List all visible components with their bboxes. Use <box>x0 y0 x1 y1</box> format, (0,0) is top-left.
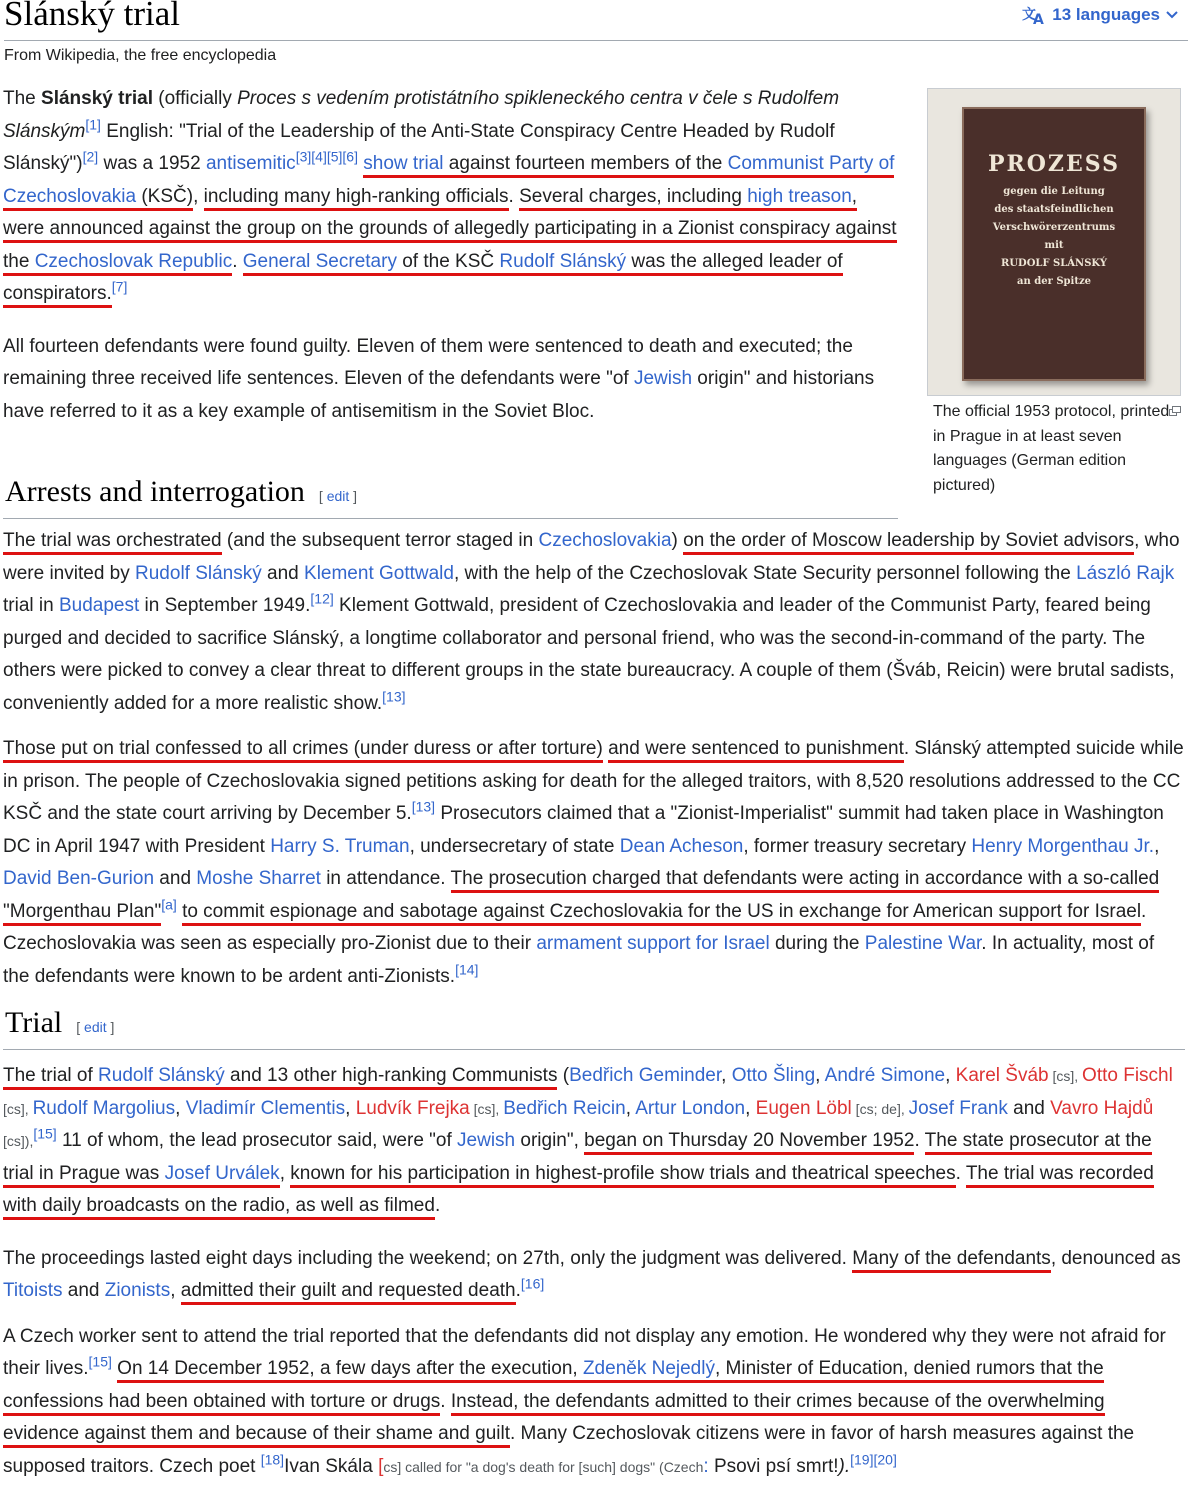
link[interactable]: Moshe Sharret <box>196 868 321 889</box>
enlarge-icon[interactable] <box>1169 400 1181 425</box>
tagline: From Wikipedia, the free encyclopedia <box>4 47 277 64</box>
svg-text:A: A <box>1033 12 1045 25</box>
book-cover <box>962 107 1146 381</box>
edit-link[interactable]: [ edit ] <box>318 488 358 504</box>
page-title: Slánský trial <box>4 0 180 33</box>
svg-text:文: 文 <box>1022 7 1037 23</box>
link[interactable]: Rudolf Slánský <box>98 1065 225 1086</box>
link[interactable]: David Ben-Gurion <box>3 868 155 889</box>
link[interactable]: Artur London <box>635 1097 746 1119</box>
link[interactable]: Palestine War <box>864 933 982 954</box>
redlink[interactable]: Ludvík Frejka <box>355 1097 470 1119</box>
ref[interactable]: [2] <box>82 148 99 165</box>
link[interactable]: Rudolf Slánský <box>499 250 627 272</box>
ref[interactable]: [a] <box>161 896 177 913</box>
interlanguage-link[interactable]: cs <box>859 1100 874 1117</box>
interlanguage-link[interactable]: cs <box>6 1100 21 1117</box>
ref[interactable]: [15] <box>88 1353 112 1370</box>
lead-paragraph-1: The Slánský trial (officially Proces s vedením protistátního spikleneckého centra v čele s Rudolfem Slánským[1] English: "Trial of the Leadership of the Anti-State Conspiracy Centre Headed by Rudolf Slánský")[2] was a 1952 antisemitic[3][4][5][6] show trial against fourteen members of the Communist Party of Czechoslovakia (KSČ), including many high-ranking officials. Several charges, including high treason, were announced against the group on the grounds of allegedly participating in a Zionist conspiracy against the Czechoslovak Republic. General Secretary of the KSČ Rudolf Slánský was the alleged leader of conspirators.[7] <box>3 83 900 311</box>
link[interactable]: Klement Gottwald <box>304 562 454 584</box>
ref[interactable]: [18] <box>260 1451 285 1468</box>
redlink[interactable]: Vavro Hajdů <box>1050 1097 1154 1119</box>
section-heading-trial: Trial [ edit ] <box>3 1003 1185 1050</box>
link[interactable]: Budapest <box>58 595 140 616</box>
ref[interactable]: [13] <box>411 798 436 815</box>
translate-icon <box>1022 5 1046 25</box>
link[interactable]: Otto Šling <box>731 1065 816 1086</box>
figure-caption: The official 1953 protocol, printed in Prague in at least seven languages (German edition pictured) <box>927 396 1185 498</box>
title-divider <box>4 40 1188 41</box>
book-title: PROZESS <box>987 151 1121 177</box>
trial-paragraph-1: The trial of Rudolf Slánský and 13 other high-ranking Communists (Bedřich Geminder, Otto Šling, André Simone, Karel Šváb [cs], Otto Fischl [cs], Rudolf Margolius, Vladimír Clementis, Ludvík Frejka [cs], Bedřich Reicin, Artur London, Eugen Löbl [cs; de], Josef Frank and Vavro Hajdů [cs]),[15] 11 of whom, the lead prosecutor said, were "of Jewish origin", began on Thursday 20 November 1952. The state prosecutor at the trial in Prague was Josef Urválek, known for his participation in highest-profile show trials and theatrical speeches. The trial was recorded with daily broadcasts on the radio, as well as filmed. <box>3 1060 1185 1223</box>
link[interactable]: Rudolf Margolius <box>32 1097 176 1119</box>
ref[interactable]: [7] <box>111 278 128 295</box>
redlink[interactable]: [ <box>372 1455 384 1477</box>
ref[interactable]: [13] <box>382 688 406 705</box>
link[interactable]: Harry S. Truman <box>270 835 410 857</box>
edit-link[interactable]: [ edit ] <box>76 1019 115 1035</box>
book-subtitle: gegen die Leitung des staatsfeindlichen Verschwörerzentrums mit RUDOLF SLÁNSKÝ an der Spitze <box>992 186 1116 287</box>
link[interactable]: armament support for Israel <box>536 933 770 954</box>
link[interactable]: Bedřich Reicin <box>503 1097 626 1119</box>
redlink[interactable]: Eugen Löbl <box>755 1097 852 1119</box>
ref[interactable]: [1] <box>85 116 101 133</box>
infobox-figure <box>927 88 1185 498</box>
trial-paragraph-3: A Czech worker sent to attend the trial reported that the defendants did not display any emotion. He wondered why they were not afraid for their lives.[15] On 14 December 1952, a few days after the execution, Zdeněk Nejedlý, Minister of Education, denied rumors that the confessions had been obtained with torture or drugs. Instead, the defendants admitted to their crimes because of the overwhelming evidence against them and because of their shame and guilt. Many Czechoslovak citizens were in favor of harsh measures against the supposed traitors. Czech poet [18]Ivan Skála [cs] called for "a dog's death for [such] dogs" (Czech: Psovi psí smrt!).[19][20] <box>3 1325 1166 1477</box>
link[interactable]: Communist Party of Czechoslovakia <box>3 153 895 207</box>
link[interactable]: Vladimír Clementis <box>185 1097 346 1119</box>
arrests-paragraph-2: Those put on trial confessed to all crimes (under duress or after torture) and were sentenced to punishment. Slánský attempted suicide while in prison. The people of Czechoslovakia signed petitions asking for death for the alleged traitors, with 8,520 resolutions addressed to the CC KSČ and the state court arriving by December 5.[13] Prosecutors claimed that a "Zionist-Imperialist" summit had taken place in Washington DC in April 1947 with President Harry S. Truman, undersecretary of state Dean Acheson, former treasury secretary Henry Morgenthau Jr., David Ben-Gurion and Moshe Sharret in attendance. The prosecution charged that defendants were acting in accordance with a so-called "Morgenthau Plan"[a] to commit espionage and sabotage against Czechoslovakia for the US in exchange for American support for Israel. Czechoslovakia was seen as especially pro-Zionist due to their armament support for Israel during the Palestine War. In actuality, most of the defendants were known to be ardent anti-Zionists.[14] <box>3 738 1184 987</box>
redlink[interactable]: Karel Šváb <box>955 1065 1049 1086</box>
link[interactable]: antisemitic <box>205 153 296 174</box>
language-count: 13 languages <box>1052 5 1160 24</box>
link[interactable]: high treason <box>747 185 852 207</box>
link[interactable]: Dean Acheson <box>619 835 744 857</box>
link[interactable]: General Secretary <box>242 250 397 272</box>
link[interactable]: show trial <box>363 153 444 174</box>
ref[interactable]: [3][4][5][6] <box>295 148 358 165</box>
section-heading-arrests: Arrests and interrogation [ edit ] <box>3 472 898 519</box>
interlanguage-link[interactable]: ] called for "a dog's death for [such] dogs" ( <box>397 1458 664 1475</box>
link[interactable]: Rudolf Slánský <box>135 562 262 584</box>
book-cover-image[interactable] <box>927 88 1181 396</box>
interlanguage-link[interactable]: cs <box>1056 1068 1071 1084</box>
link[interactable]: Josef Urválek <box>164 1162 280 1184</box>
link[interactable]: Zionists <box>104 1280 171 1301</box>
interlanguage-link[interactable]: cs <box>6 1133 21 1149</box>
ref[interactable]: [16] <box>520 1275 545 1292</box>
link[interactable]: Henry Morgenthau Jr. <box>971 835 1155 857</box>
link[interactable]: Titoists <box>3 1280 63 1301</box>
page-header <box>4 0 1188 40</box>
arrests-paragraph-1: The trial was orchestrated (and the subsequent terror staged in Czechoslovakia) on the order of Moscow leadership by Soviet advisors, who were invited by Rudolf Slánský and Klement Gottwald, with the help of the Czechoslovak State Security personnel following the László Rajk trial in Budapest in September 1949.[12] Klement Gottwald, president of Czechoslovakia and leader of the Communist Party, feared being purged and decided to sacrifice Slánský, a longtime collaborator and personal friend, who was the second-in-command of the party. The others were picked to convey a clear threat to different groups in the state bureaucracy. A couple of them (Šváb, Reicin) were brutal sadists, conveniently added for a more realistic show.[13] <box>3 530 1180 714</box>
link[interactable]: Jewish <box>633 368 693 389</box>
ref[interactable]: [12] <box>310 590 334 607</box>
interlanguage-link[interactable]: de <box>881 1100 897 1117</box>
link[interactable]: Czechoslovakia <box>538 530 672 551</box>
ref[interactable]: [15] <box>33 1125 57 1142</box>
link[interactable]: Czechoslovak Republic <box>34 250 233 272</box>
ref[interactable]: [19][20] <box>850 1451 897 1468</box>
trial-paragraph-2: The proceedings lasted eight days including the weekend; on 27th, only the judgment was delivered. Many of the defendants, denounced as Titoists and Zionists, admitted their guilt and requested death.[16] <box>3 1243 1185 1308</box>
link[interactable]: Zdeněk Nejedlý <box>582 1358 715 1379</box>
redlink[interactable]: Otto Fischl <box>1082 1065 1173 1086</box>
ref[interactable]: [14] <box>455 961 479 978</box>
lead-paragraph-2: All fourteen defendants were found guilty. Eleven of them were sentenced to death and executed; the remaining three received life sentences. Eleven of the defendants were "of Jewish origin" and historians have referred to it as a key example of antisemitism in the Soviet Bloc. <box>3 335 875 422</box>
link[interactable]: László Rajk <box>1076 562 1175 584</box>
link[interactable]: André Simone <box>824 1065 946 1086</box>
link[interactable]: Bedřich Geminder <box>569 1065 722 1086</box>
article-body <box>3 83 1185 1483</box>
chevron-down-icon <box>1166 10 1178 20</box>
link[interactable]: Jewish <box>457 1130 516 1151</box>
link[interactable]: : <box>703 1455 714 1477</box>
interlanguage-link[interactable]: cs <box>477 1100 492 1117</box>
language-button[interactable] <box>1022 5 1178 25</box>
link[interactable]: Josef Frank <box>908 1097 1008 1119</box>
